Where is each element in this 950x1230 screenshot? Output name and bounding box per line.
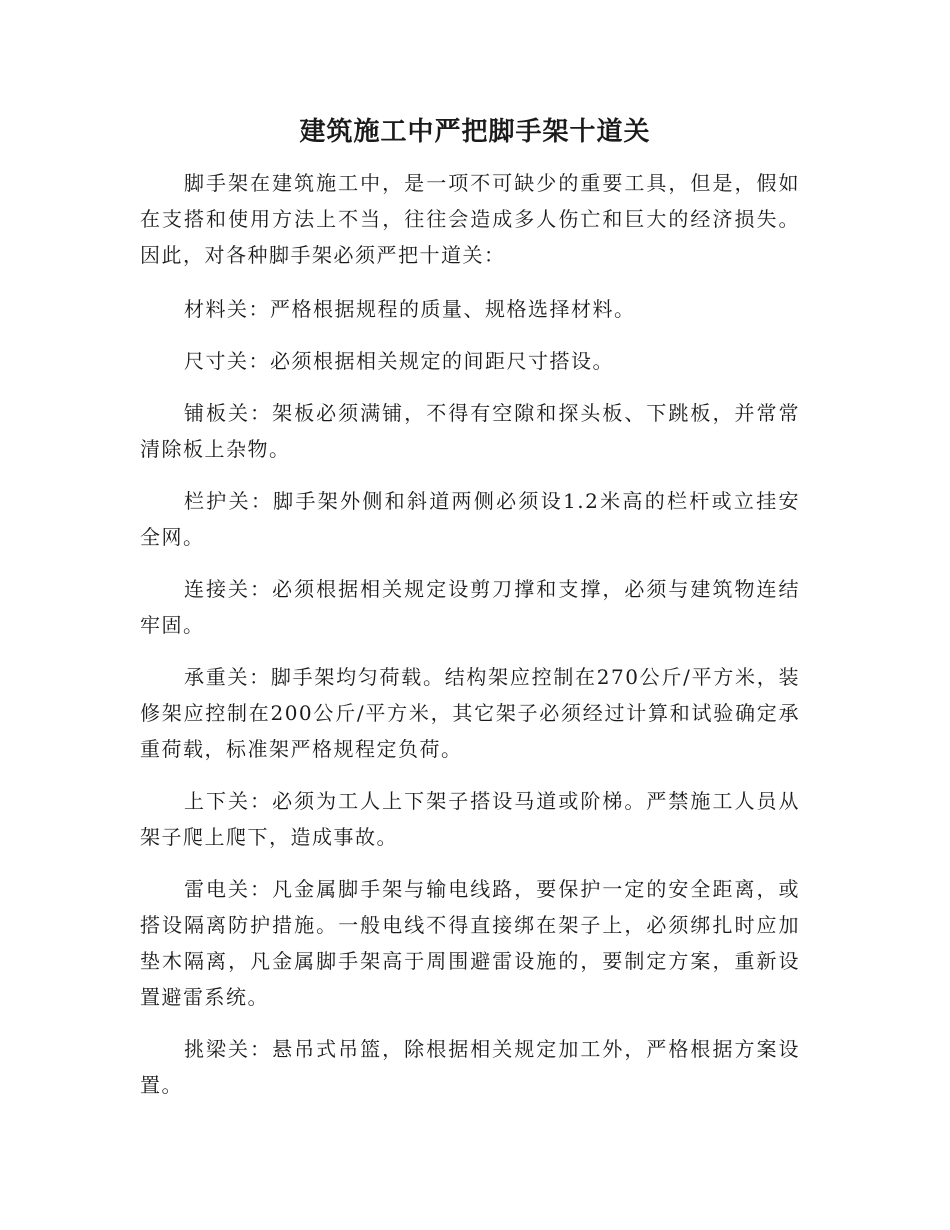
paragraph-dimensions: 尺寸关：必须根据相关规定的间距尺寸搭设。 — [184, 349, 614, 373]
document-body — [140, 165, 800, 1119]
paragraph-guardrails: 栏护关：脚手架外侧和斜道两侧必须设1.2米高的栏杆或立挂安全网。 — [140, 489, 800, 549]
paragraph-lightning: 雷电关：凡金属脚手架与输电线路，要保护一定的安全距离，或搭设隔离防护措施。一般电线不得直接绑在架子上，必须绑扎时应加垫木隔离，凡金属脚手架高于周围避雷设施的，要制定方案，重新设置避雷系统。 — [140, 877, 800, 1009]
document-title: 建筑施工中严把脚手架十道关 — [299, 117, 651, 147]
paragraph-planking: 铺板关：架板必须满铺，不得有空隙和探头板、下跳板，并常常清除板上杂物。 — [140, 401, 800, 461]
intro-paragraph: 脚手架在建筑施工中，是一项不可缺少的重要工具，但是，假如在支搭和使用方法上不当，往往会造成多人伤亡和巨大的经济损失。因此，对各种脚手架必须严把十道关： — [140, 171, 800, 267]
paragraph-cantilever: 挑梁关：悬吊式吊篮，除根据相关规定加工外，严格根据方案设置。 — [140, 1037, 800, 1097]
paragraph-connection: 连接关：必须根据相关规定设剪刀撑和支撑，必须与建筑物连结牢固。 — [140, 577, 800, 637]
paragraph-load-bearing: 承重关：脚手架均匀荷载。结构架应控制在270公斤/平方米，装修架应控制在200公斤/平方米，其它架子必须经过计算和试验确定承重荷载，标准架严格规程定负荷。 — [140, 665, 800, 761]
paragraph-access: 上下关：必须为工人上下架子搭设马道或阶梯。严禁施工人员从架子爬上爬下，造成事故。 — [140, 789, 800, 849]
paragraph-materials: 材料关：严格根据规程的质量、规格选择材料。 — [184, 297, 636, 321]
